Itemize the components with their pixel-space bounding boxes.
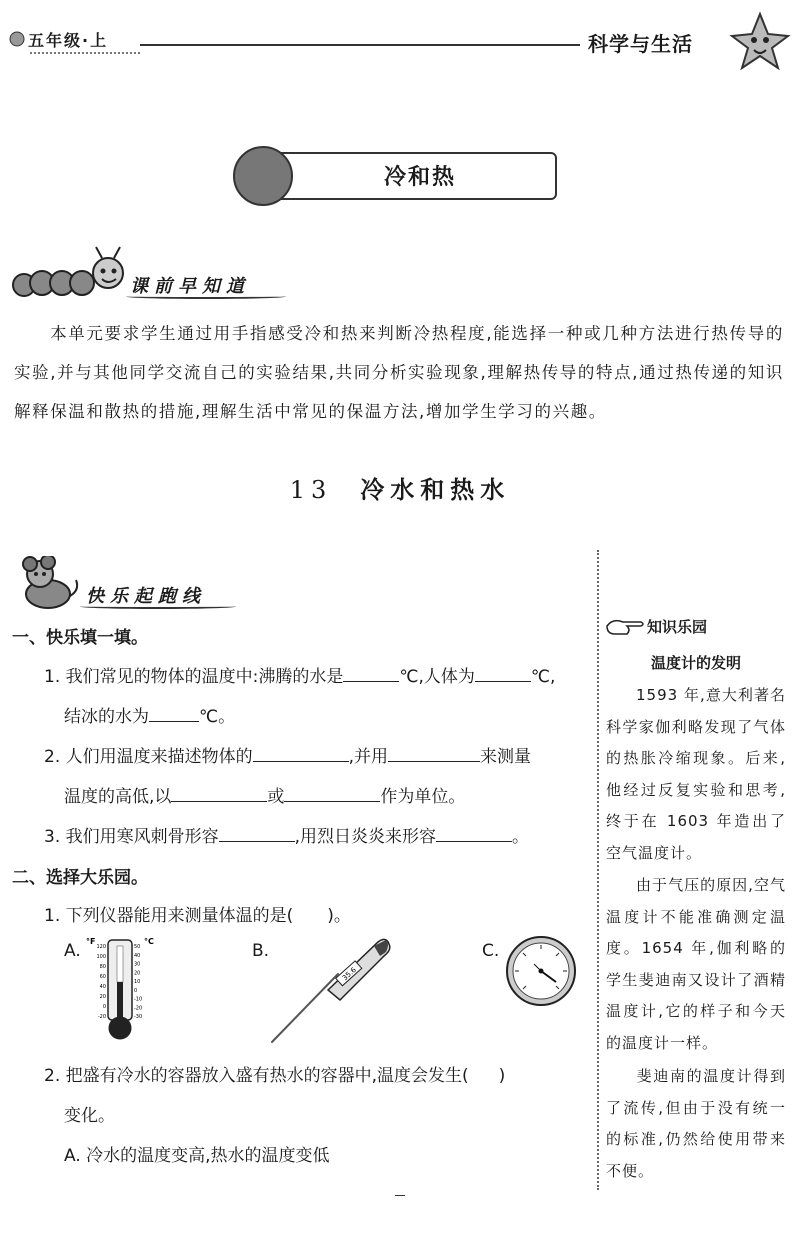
answer-blank[interactable] [253,743,349,762]
q1-2-text-c: 来测量 [480,747,532,767]
column-divider [597,550,599,1190]
q1-3-text-b: ,用烈日炎炎来形容 [294,827,437,847]
option-c-dial-thermometer-image[interactable] [504,934,578,1012]
q2-1-close: )。 [327,906,351,926]
fahrenheit-tick-label: 60 [99,974,106,980]
sidebar-paragraph-2 [606,870,786,1059]
celsius-tick-label: -10 [134,996,143,1003]
unit-circle-decoration [233,146,293,206]
caterpillar-mascot-icon [10,245,130,315]
header-rule [140,44,580,46]
q1-3-text-a: 3. 我们用寒风刺骨形容 [44,827,219,847]
q1-2-text-d: 温度的高低,以 [64,787,172,807]
fahrenheit-tick-label: -20 [97,1014,106,1020]
sidebar-paragraph-3 [606,1061,786,1187]
q1-2-line2 [64,783,465,810]
q1-1-text-a: 1. 我们常见的物体的温度中:沸腾的水是 [44,667,344,687]
q1-1-text-b: ℃,人体为 [399,667,475,687]
fahrenheit-tick-label: 80 [99,964,106,970]
header-star-icon [8,30,26,48]
intro-paragraph [14,314,784,431]
q1-2-text-b: ,并用 [348,747,389,767]
sidebar-paragraph-1 [606,680,786,869]
q1-2-text-e: 或 [267,787,285,807]
answer-blank[interactable] [436,823,512,842]
grade-label: 五年级·上 [28,31,109,50]
fahrenheit-tick-label: 100 [96,954,106,960]
answer-blank[interactable] [149,703,199,722]
sidebar-label: 知识乐园 [647,618,708,636]
celsius-unit: °C [144,937,154,946]
mouse-mascot-icon [14,556,84,616]
unit-title: 冷和热 [383,165,456,190]
q1-1-line1 [44,663,555,690]
page-number-mark [395,1195,405,1196]
q2-2-line2: 变化。 [64,1106,115,1126]
q1-2-line1 [44,743,531,770]
pre-section-underline [126,294,286,299]
q1-3-line [44,823,529,850]
fahrenheit-tick-label: 20 [99,994,106,1000]
answer-blank[interactable] [219,823,295,842]
answer-paren-blank[interactable] [293,903,327,921]
digital-display-readout: 35.6 [340,965,358,983]
answer-blank[interactable] [475,663,531,682]
pre-section-heading: 课前早知道 [130,276,250,297]
celsius-tick-label: 30 [134,961,141,968]
q1-1-text-d: 结冰的水为 [64,707,149,727]
exercise-section-heading: 快乐起跑线 [86,586,206,607]
sidebar-text-3: 斐迪南的温度计得到了流传,但由于没有统一的标准,仍然给使用带来不便。 [606,1067,786,1180]
lesson-name: 冷水和热水 [360,476,511,504]
q1-3-text-c: 。 [512,827,530,847]
q1-2-text-a: 2. 人们用温度来描述物体的 [44,747,253,767]
option-b-digital-thermometer-image[interactable] [268,934,394,1050]
sidebar-text-2: 由于气压的原因,空气温度计不能准确测定温度。1654 年,伽利略的学生斐迪南又设计了酒精温度计,它的样子和今天的温度计一样。 [606,876,786,1052]
q1-1-line2 [64,703,235,730]
header-dotted-rule [30,52,140,54]
sidebar-title: 温度计的发明 [650,654,741,672]
fahrenheit-tick-label: 120 [96,944,106,950]
celsius-tick-label: 50 [134,944,141,950]
answer-blank[interactable] [171,783,267,802]
celsius-tick-label: -30 [134,1014,143,1020]
celsius-tick-label: 10 [134,979,141,985]
answer-blank[interactable] [343,663,399,682]
exercise-section-underline [80,604,236,609]
pointing-hand-icon [605,614,645,642]
fahrenheit-tick-label: 40 [99,984,106,990]
part1-title: 一、快乐填一填。 [12,628,148,648]
fahrenheit-tick-label: 0 [102,1004,106,1010]
fahrenheit-unit: °F [86,937,96,946]
answer-paren-blank[interactable] [469,1063,499,1081]
option-a-label: A. [64,941,81,961]
q2-2-option-a[interactable]: A. 冷水的温度变高,热水的温度变低 [64,1146,330,1166]
q2-1-text: 1. 下列仪器能用来测量体温的是( [44,906,294,926]
option-b-label: B. [252,941,270,961]
star-mascot-icon [728,10,792,78]
celsius-tick-label: 40 [134,952,141,959]
option-a-thermometer-image[interactable] [84,934,158,1046]
q2-2-text: 2. 把盛有冷水的容器放入盛有热水的容器中,温度会发生( [44,1066,469,1086]
intro-text: 本单元要求学生通过用手指感受冷和热来判断冷热程度,能选择一种或几种方法进行热传导的实验,并与其他同学交流自己的实验结果,共同分析实验现象,理解热传导的特点,通过热传递的知识解释保温和散热的措施,理解生活中常见的保温方法,增加学生学习的兴趣。 [14,324,784,421]
q1-1-text-c: ℃, [530,667,556,687]
sidebar-text-1: 1593 年,意大利著名科学家伽利略发现了气体的热胀冷缩现象。后来,他经过反复实验和思考,终于在 1603 年造出了空气温度计。 [606,686,786,862]
celsius-tick-label: 20 [134,970,141,977]
q1-1-text-e: ℃。 [199,707,236,727]
celsius-tick-label: -20 [134,1005,143,1012]
q2-2-line1 [44,1063,505,1089]
brand-title: 科学与生活 [588,32,693,56]
celsius-tick-label: 0 [134,987,138,994]
answer-blank[interactable] [388,743,480,762]
part2-title: 二、选择大乐园。 [12,868,148,888]
q2-2-close: ) [498,1066,506,1086]
option-c-label: C. [482,941,500,961]
q1-2-text-f: 作为单位。 [380,787,466,807]
answer-blank[interactable] [284,783,380,802]
lesson-title [0,470,800,505]
lesson-number: 13 [289,476,333,504]
q2-1-line [44,903,351,929]
